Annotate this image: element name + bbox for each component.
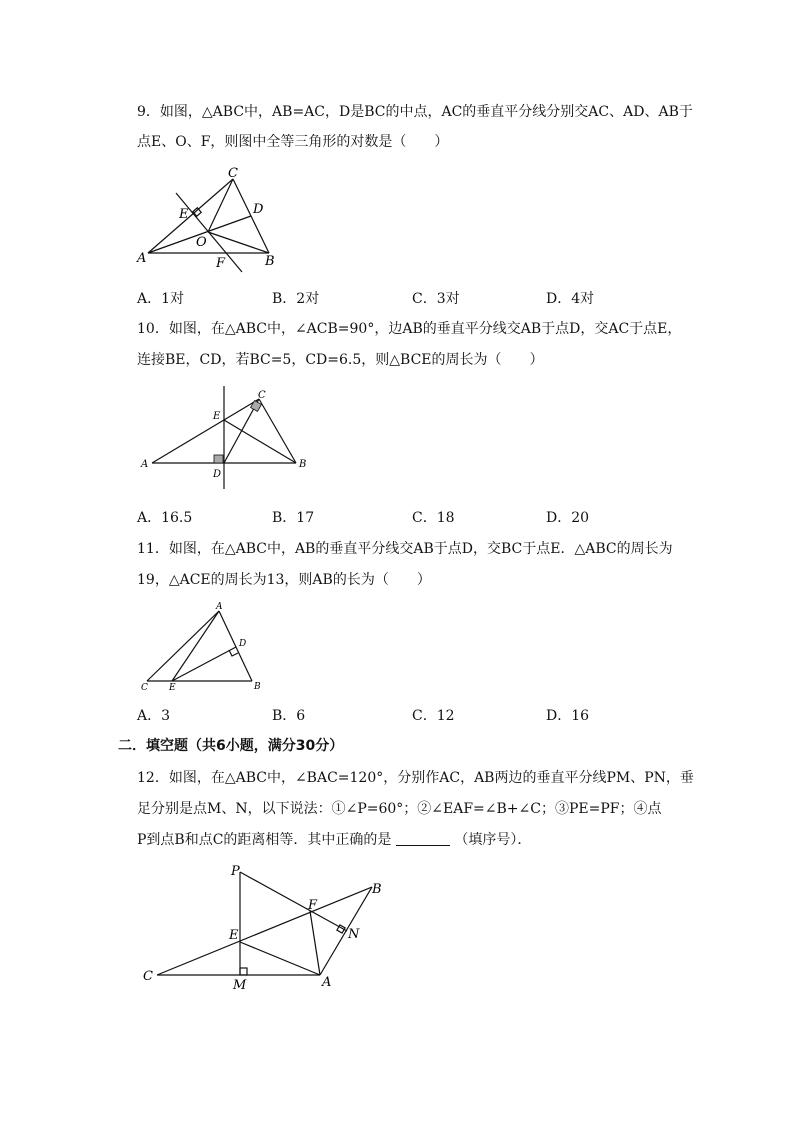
- q10-label-e: E: [213, 411, 221, 422]
- q9-text-line2: 点E、O、F，则图中全等三角形的对数是（ ）: [137, 134, 449, 150]
- q9-label-e: E: [179, 207, 189, 222]
- q12-label-n: N: [348, 927, 360, 942]
- q11-text-line1: 11．如图，在△ABC中，AB的垂直平分线交AB于点D，交BC于点E．△ABC的周长为: [137, 541, 673, 557]
- q12-label-c: C: [143, 969, 153, 984]
- q12-answer-blank[interactable]: [396, 831, 450, 846]
- q11-option-a[interactable]: A．3: [137, 708, 171, 724]
- q10-option-b[interactable]: B．17: [272, 510, 315, 526]
- q11-label-b: B: [254, 682, 261, 692]
- q11-option-d[interactable]: D．16: [546, 708, 590, 724]
- q10-option-c[interactable]: C．18: [412, 510, 455, 526]
- q9-text-line1: 9．如图，△ABC中，AB=AC，D是BC的中点，AC的垂直平分线分别交AC、AD、AB于: [137, 104, 693, 120]
- q12-text-line3-a: P到点B和点C的距离相等．其中正确的是: [137, 832, 392, 848]
- q9-label-a: A: [137, 251, 147, 266]
- q12-text-line3-b: （填序号）．: [454, 832, 532, 848]
- q9-label-f: F: [216, 256, 226, 271]
- q12-text-line1: 12．如图，在△ABC中，∠BAC=120°，分别作AC，AB两边的垂直平分线PM、PN，垂: [137, 770, 694, 786]
- q12-label-m: M: [233, 978, 247, 993]
- q12-label-e: E: [229, 928, 239, 943]
- q11-label-c: C: [141, 683, 148, 693]
- q9-label-b: B: [265, 254, 275, 269]
- q12-text-line3: [137, 830, 531, 850]
- q9-option-d[interactable]: D．4对: [546, 291, 595, 307]
- q9-option-a[interactable]: A．1对: [137, 291, 185, 307]
- q11-label-e: E: [169, 683, 176, 693]
- q11-text-line2: 19，△ACE的周长为13，则AB的长为（ ）: [137, 572, 431, 588]
- q12-label-a: A: [322, 975, 332, 990]
- q11-label-d: D: [239, 639, 247, 649]
- q9-option-c[interactable]: C．3对: [412, 291, 460, 307]
- q12-text-line2: 足分别是点M、N，以下说法：①∠P=60°；②∠EAF=∠B+∠C；③PE=PF；④点: [137, 801, 662, 817]
- q10-text-line1: 10．如图，在△ABC中，∠ACB=90°，边AB的垂直平分线交AB于点D，交AC于点E，: [137, 321, 682, 337]
- q12-label-b: B: [372, 882, 382, 897]
- q9-label-o: O: [196, 235, 207, 250]
- q12-label-f: F: [308, 898, 318, 913]
- q12-label-p: P: [231, 864, 240, 879]
- q11-option-b[interactable]: B．6: [272, 708, 306, 724]
- q10-label-b: B: [299, 459, 307, 470]
- q10-label-d: D: [213, 469, 222, 480]
- q11-option-c[interactable]: C．12: [412, 708, 455, 724]
- q9-label-d: D: [253, 202, 264, 217]
- q10-option-d[interactable]: D．20: [546, 510, 590, 526]
- q10-label-c: C: [258, 390, 266, 401]
- q10-text-line2: 连接BE，CD，若BC=5，CD=6.5，则△BCE的周长为（ ）: [137, 352, 544, 368]
- q9-label-c: C: [228, 166, 238, 181]
- q10-option-a[interactable]: A．16.5: [137, 510, 193, 526]
- q9-option-b[interactable]: B．2对: [272, 291, 320, 307]
- section-heading: 二．填空题（共6小题，满分30分）: [118, 738, 344, 754]
- q10-label-a: A: [141, 459, 149, 470]
- q11-label-a: A: [216, 602, 223, 612]
